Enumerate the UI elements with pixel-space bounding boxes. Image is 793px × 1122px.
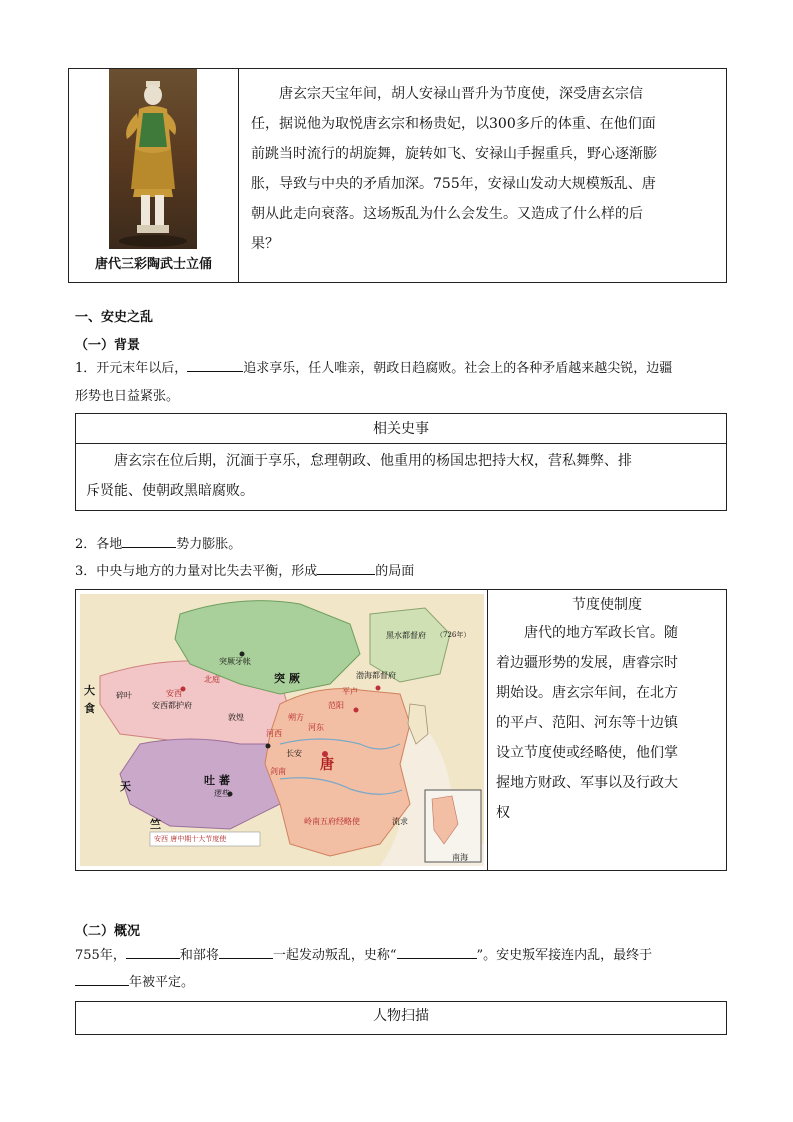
item-3-blank[interactable] [317,560,375,575]
warrior-figurine-image [109,69,197,249]
map-label-bohai: 渤海都督府 [356,671,396,680]
map-label-tujue: 突 厥 [274,672,300,685]
related-events-line: 唐玄宗在位后期，沉湎于享乐，怠理朝政、他重用的杨国忠把持大权，营私舞弊、排 [114,453,632,469]
item-2-post: 势力膨胀。 [176,537,242,552]
jiedushi-line: 唐代的地方军政长官。随 [524,625,678,641]
map-label-shuofang: 朔方 [288,713,304,722]
intro-line: 果？ [251,236,279,252]
map-label-dunhuang: 敦煌 [228,713,244,722]
map-label-luoxie: 逻些 [214,789,230,798]
map-label-anxi: 安西 [166,689,182,698]
intro-line: 唐玄宗天宝年间，胡人安禄山晋升为节度使，深受唐玄宗信 [279,86,643,102]
section-title: 一、安史之乱 [75,310,154,325]
related-events-divider [76,443,726,444]
item-3-post: 的局面 [375,564,415,579]
overview-text-b: 和部将 [179,948,219,963]
intro-line: 朝从此走向衰落。这场叛乱为什么会发生。又造成了什么样的后 [251,206,643,222]
intro-line: 任，据说他为取悦唐玄宗和杨贵妃，以300多斤的体重、在他们面 [251,116,656,132]
map-label-dashi: 大 [84,684,95,697]
intro-paragraph [251,79,711,259]
item-2-pre: 2．各地 [75,537,123,552]
map-label-tang: 唐 [320,757,334,773]
item-2-blank[interactable] [122,533,176,548]
map-label-lingnan: 岭南五府经略使 [304,817,360,826]
item-2 [75,530,241,560]
map-table [75,589,727,871]
intro-line: 胀，导致与中央的矛盾加深。755年，安禄山发动大规模叛乱、唐 [251,176,656,192]
map-legend: 安西 唐中期十大节度使 [154,835,227,843]
map-label-suiye: 碎叶 [116,691,132,700]
map-label-tubo: 吐 蕃 [204,774,230,787]
overview-line-2 [75,968,194,998]
item-3-pre: 3．中央与地方的力量对比失去平衡，形成 [75,564,318,579]
related-events-box [75,413,727,511]
map-label-jiannan: 剑南 [270,767,286,776]
item-1-pre: 1．开元末年以后， [75,361,188,376]
jiedushi-line: 的平卢、范阳、河东等十边镇 [496,715,678,731]
map-label-beiting: 北庭 [204,675,220,684]
map-label-liuqiu: 流求 [392,817,408,826]
map-label-dashi: 食 [84,702,95,715]
map-table-divider [487,590,488,870]
map-label-tianzhu: 天 [120,780,131,793]
jiedushi-line: 着边疆形势的发展，唐睿宗时 [496,655,678,671]
intro-line: 前跳当时流行的胡旋舞，旋转如飞、安禄山手握重兵，野心逐渐膨 [251,146,657,162]
related-events-line: 斥贤能、使朝政黑暗腐败。 [86,483,254,499]
intro-divider [238,69,239,282]
subsection-background: （一）背景 [75,338,141,353]
jiedushi-line: 期始设。唐玄宗年间，在北方 [496,685,678,701]
intro-table [68,68,727,283]
overview-text-e: 年被平定。 [129,975,195,990]
map-label-nanhai: 南海 [452,853,468,862]
jiedushi-line: 权 [496,805,510,821]
figure-caption: 唐代三彩陶武士立俑 [94,257,212,272]
jiedushi-line: 握地方财政、军事以及行政大 [496,775,678,791]
overview-blank-4[interactable] [75,971,129,986]
map-label-tianzhu: 竺 [150,818,161,831]
overview-text-a: 755年， [75,948,126,963]
item-1-line2: 形势也日益紧张。 [75,389,180,404]
item-1-post: 追求享乐，任人唯亲，朝政日趋腐败。社会上的各种矛盾越来越尖锐，边疆 [243,361,673,376]
map-label-pinglu: 平卢 [342,687,358,696]
jiedushi-line: 设立节度使或经略使，他们掌 [496,745,678,761]
overview-blank-3[interactable] [397,944,477,959]
map-label-heishui: 黑水都督府 [386,631,426,640]
overview-blank-2[interactable] [219,944,273,959]
item-1 [75,354,735,384]
map-label-heishui-note: （726年） [436,631,471,639]
overview-text-d: ”。安史叛军接连内乱，最终于 [476,948,653,963]
map-label-fanyang: 范阳 [328,701,344,710]
overview-blank-1[interactable] [126,944,180,959]
overview-line-1 [75,941,735,971]
map-label-tujue-yaxu: 突厥牙帐 [219,657,251,666]
person-scan-title: 人物扫描 [373,1008,429,1024]
overview-text-c: 一起发动叛乱，史称“ [272,948,397,963]
item-1-blank[interactable] [187,357,243,372]
related-events-title: 相关史事 [373,421,429,437]
person-scan-box [75,1001,727,1035]
jiedushi-title: 节度使制度 [572,597,642,613]
map-label-hexi: 河西 [266,729,282,738]
map-label-changan: 长安 [286,749,302,758]
map-label-anxi-duhufu: 安西都护府 [152,701,192,710]
jiedushi-body [496,618,722,828]
item-3 [75,557,414,587]
subsection-overview: （二）概况 [75,924,141,939]
map-label-hedong: 河东 [308,723,324,732]
